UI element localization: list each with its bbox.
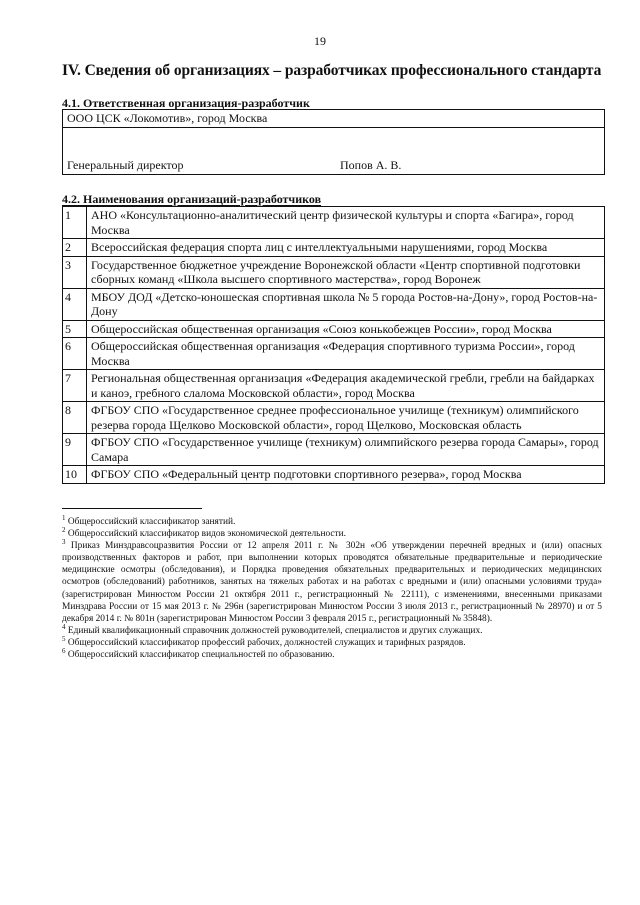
organization-name: Региональная общественная организация «Федерация академической гребли, гребли на байдарках и каноэ, гребного слалома Московской области», город Москва bbox=[87, 370, 605, 402]
row-number: 1 bbox=[63, 207, 87, 239]
footnote-mark: 2 bbox=[62, 525, 66, 534]
row-number: 3 bbox=[63, 256, 87, 288]
footnote bbox=[62, 525, 602, 540]
footnote-text: Общероссийский классификатор специальностей по образованию. bbox=[67, 650, 335, 661]
footnote bbox=[62, 513, 602, 528]
row-number: 2 bbox=[63, 239, 87, 257]
developer-orgs-heading: 4.2. Наименования организаций-разработчиков bbox=[62, 192, 322, 206]
row-number: 4 bbox=[63, 288, 87, 320]
page-number: 19 bbox=[314, 34, 326, 48]
table-row bbox=[63, 256, 605, 288]
organization-name: Общероссийская общественная организация «Союз конькобежцев России», город Москва bbox=[87, 320, 605, 338]
responsible-org-table bbox=[62, 109, 605, 175]
responsible-org-row bbox=[63, 110, 605, 128]
footnotes bbox=[62, 513, 603, 661]
footnote bbox=[62, 634, 602, 649]
organization-name: Всероссийская федерация спорта лиц с интеллектуальными нарушениями, город Москва bbox=[87, 239, 605, 257]
table-row bbox=[63, 402, 605, 434]
organization-name: АНО «Консультационно-аналитический центр физической культуры и спорта «Багира», город Москва bbox=[87, 207, 605, 239]
responsible-org-name: ООО ЦСК «Локомотив», город Москва bbox=[63, 110, 605, 128]
responsible-org-heading: 4.1. Ответственная организация-разработчик bbox=[62, 96, 310, 110]
footnote bbox=[62, 646, 602, 661]
table-row bbox=[63, 434, 605, 466]
footnote-divider bbox=[62, 508, 202, 509]
organization-name: МБОУ ДОД «Детско-юношеская спортивная школа № 5 города Ростов-на-Дону», город Ростов-на-Дону bbox=[87, 288, 605, 320]
footnote bbox=[62, 540, 602, 625]
table-row bbox=[63, 320, 605, 338]
table-row bbox=[63, 338, 605, 370]
row-number: 6 bbox=[63, 338, 87, 370]
row-number: 9 bbox=[63, 434, 87, 466]
footnote bbox=[62, 622, 602, 637]
table-row bbox=[63, 207, 605, 239]
row-number: 5 bbox=[63, 320, 87, 338]
responsible-director-row bbox=[63, 127, 605, 174]
footnote-mark: 5 bbox=[62, 634, 66, 643]
footnote-text: Приказ Минздравсоцразвития России от 12 апреля 2011 г. № 302н «Об утверждении перечней вредных и (или) опасных производственных факторов и работ, при выполнении которых проводятся обязательные предварительные и периодические медицинские осмотры (обследования), и Порядка проведения обязательных предварительных и периодических медицинских осмотров (обследований) работников, занятых на тяжелых работах и на работах с вредными и (или) опасными условиями труда» (зарегистрирован Минюстом России 21 октября 2011 г., регистрационный № 22111), с изменениями, внесенными приказами Минздрава России от 15 мая 2013 г. № 296н (зарегистрирован Минюстом России 3 июля 2013 г., регистрационный № 28970) и от 5 декабря 2014 г. № 801н (зарегистрирован Минюстом России 3 февраля 2015 г., регистрационный № 35848). bbox=[62, 541, 603, 624]
director-name: Попов А. В. bbox=[340, 157, 402, 172]
footnote-mark: 1 bbox=[62, 513, 66, 522]
row-number: 8 bbox=[63, 402, 87, 434]
table-row bbox=[63, 370, 605, 402]
table-row bbox=[63, 239, 605, 257]
organization-name: ФГБОУ СПО «Государственное училище (техникум) олимпийского резерва города Самары», город Самара bbox=[87, 434, 605, 466]
organization-name: Государственное бюджетное учреждение Воронежской области «Центр спортивной подготовки сборных команд «Школа высшего спортивного мастерства», город Воронеж bbox=[87, 256, 605, 288]
organization-name: Общероссийская общественная организация «Федерация спортивного туризма России», город Москва bbox=[87, 338, 605, 370]
director-cell bbox=[63, 127, 605, 174]
footnote-text: Единый квалификационный справочник должностей руководителей, специалистов и других служащих. bbox=[67, 625, 483, 636]
row-number: 10 bbox=[63, 466, 87, 484]
organization-name: ФГБОУ СПО «Государственное среднее профессиональное училище (техникум) олимпийского резерва города Щелково Московской области», город Щелково, Московская область bbox=[87, 402, 605, 434]
developer-orgs-table bbox=[62, 206, 605, 484]
footnote-text: Общероссийский классификатор занятий. bbox=[67, 517, 236, 527]
table-row bbox=[63, 288, 605, 320]
footnote-text: Общероссийский классификатор профессий рабочих, должностей служащих и тарифных разрядов. bbox=[67, 637, 466, 648]
footnote-text: Общероссийский классификатор видов экономической деятельности. bbox=[67, 529, 347, 540]
table-row bbox=[63, 466, 605, 484]
organization-name: ФГБОУ СПО «Федеральный центр подготовки спортивного резерва», город Москва bbox=[87, 466, 605, 484]
footnote-mark: 6 bbox=[62, 646, 66, 655]
footnote-mark: 3 bbox=[62, 538, 66, 547]
row-number: 7 bbox=[63, 370, 87, 402]
section-title: IV. Сведения об организациях – разработчиках профессионального стандарта bbox=[62, 62, 602, 79]
director-position: Генеральный директор bbox=[67, 157, 184, 172]
footnote-mark: 4 bbox=[62, 622, 66, 631]
